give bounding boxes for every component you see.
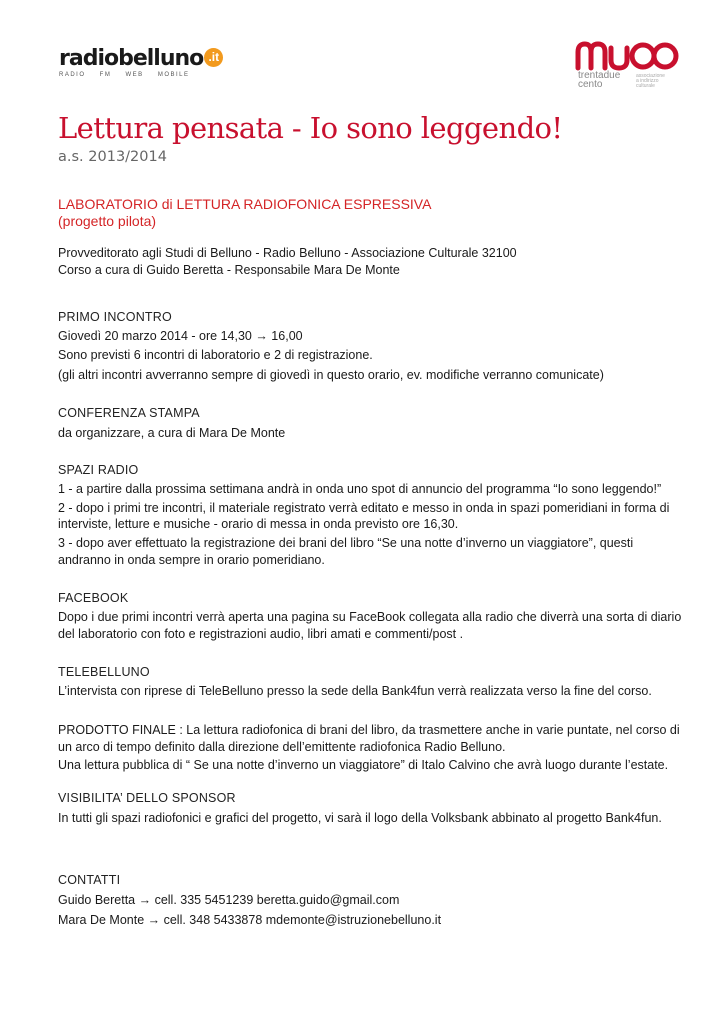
primo-line-1: Giovedì 20 marzo 2014 - ore 14,30 → 16,00 [58, 329, 303, 343]
logo-right-side-text: associazione a indirizzo culturale [636, 73, 665, 89]
logo-right-line1: trentadue [578, 70, 621, 81]
facebook-line-1: Dopo i due primi incontri verrà aperta una pagina su FaceBook collegata alla radio che diverrà una sorta di diario [58, 610, 682, 624]
lab-title: LABORATORIO di LETTURA RADIOFONICA ESPRESSIVA [58, 196, 432, 212]
telebelluno-line-1: L’intervista con riprese di TeleBelluno presso la sede della Bank4fun verrà realizzata verso la fine del corso. [58, 684, 652, 698]
heading-primo-incontro: PRIMO INCONTRO [58, 310, 172, 324]
spazi-line-3: interviste, letture e musiche - orario di messa in onda previsto ore 16,30. [58, 517, 459, 531]
primo-line-2: Sono previsti 6 incontri di laboratorio e 2 di registrazione. [58, 348, 373, 362]
prodotto-line-1: PRODOTTO FINALE : La lettura radiofonica di brani del libro, da trasmettere anche in varie puntate, nel corso di [58, 723, 680, 737]
contact-mara-de-monte: Mara De Monte → cell. 348 5433878 mdemonte@istruzionebelluno.it [58, 913, 442, 927]
prodotto-line-3: Una lettura pubblica di “ Se una notte d’inverno un viaggiatore” di Italo Calvino che avrà luogo durante l’estate. [58, 758, 669, 772]
heading-spazi-radio: SPAZI RADIO [58, 463, 139, 477]
document-title: Lettura pensata - Io sono leggendo! [58, 111, 563, 145]
prodotto-line-2: un arco di tempo definito dalla direzione dell’emittente radiofonica Radio Belluno. [58, 740, 506, 754]
lab-subtitle: (progetto pilota) [58, 213, 157, 229]
logo-tagline: RADIO FM WEB MOBILE [59, 72, 190, 78]
org-line-1: Provveditorato agli Studi di Belluno - Radio Belluno - Associazione Culturale 32100 [58, 246, 517, 260]
logo-brand-text: radiobelluno [59, 46, 204, 71]
visibilita-line-1: In tutti gli spazi radiofonici e grafici del progetto, vi sarà il logo della Volksbank abbinato al progetto Bank4fun. [58, 811, 662, 825]
org-line-2: Corso a cura di Guido Beretta - Responsabile Mara De Monte [58, 263, 400, 277]
school-year: a.s. 2013/2014 [58, 149, 167, 165]
spazi-line-1: 1 - a partire dalla prossima settimana andrà in onda uno spot di annuncio del programma “Io sono leggendo!” [58, 482, 662, 496]
heading-visibilita-sponsor: VISIBILITA’ DELLO SPONSOR [58, 791, 236, 805]
heading-facebook: FACEBOOK [58, 591, 129, 605]
radiobelluno-logo [59, 46, 279, 86]
trentaduecento-mark-icon [575, 40, 685, 72]
heading-telebelluno: TELEBELLUNO [58, 665, 150, 679]
contact-guido-beretta: Guido Beretta → cell. 335 5451239 beretta.guido@gmail.com [58, 893, 400, 907]
primo-line-3: (gli altri incontri avverranno sempre di giovedì in questo orario, ev. modifiche verranno comunicate) [58, 368, 604, 382]
heading-conferenza-stampa: CONFERENZA STAMPA [58, 406, 200, 420]
spazi-line-5: andranno in onda sempre in orario pomeridiano. [58, 553, 325, 567]
conferenza-line-1: da organizzare, a cura di Mara De Monte [58, 426, 286, 440]
spazi-line-4: 3 - dopo aver effettuato la registrazione dei brani del libro “Se una notte d’inverno un viaggiatore”, questi [58, 536, 634, 550]
heading-contatti: CONTATTI [58, 873, 121, 887]
logo-right-line2: cento [578, 79, 603, 90]
logo-suffix-badge: .it [204, 48, 223, 67]
facebook-line-2: del laboratorio con foto e registrazioni audio, libri amati e commenti/post . [58, 627, 464, 641]
trentaduecento-logo [575, 40, 685, 95]
spazi-line-2: 2 - dopo i primi tre incontri, il materiale registrato verrà editato e messo in onda in spazi pomeridiani in forma di [58, 501, 670, 515]
